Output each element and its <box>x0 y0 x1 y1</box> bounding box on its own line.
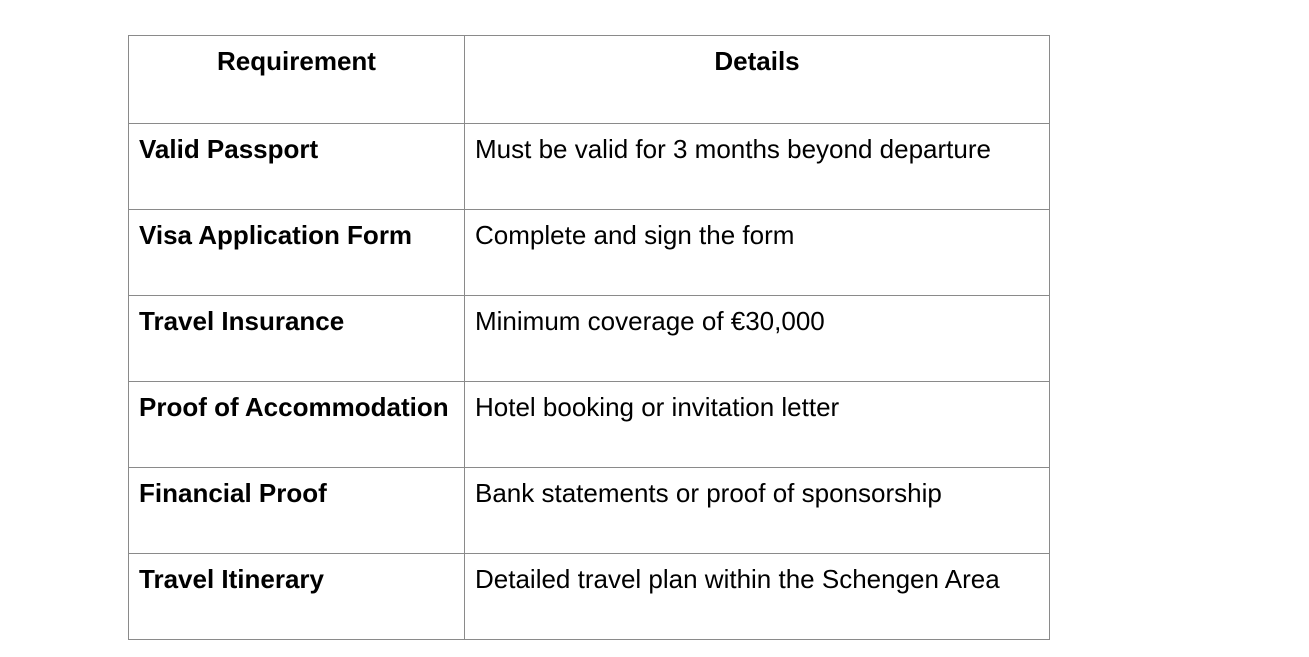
requirement-cell: Travel Itinerary <box>129 554 465 640</box>
details-cell: Bank statements or proof of sponsorship <box>465 468 1050 554</box>
table-body <box>129 124 1050 640</box>
table-row <box>129 554 1050 640</box>
table-row <box>129 210 1050 296</box>
requirements-table <box>128 35 1050 640</box>
details-cell: Complete and sign the form <box>465 210 1050 296</box>
requirement-cell: Travel Insurance <box>129 296 465 382</box>
table-row <box>129 124 1050 210</box>
header-row <box>129 36 1050 124</box>
table-header <box>129 36 1050 124</box>
header-requirement: Requirement <box>129 36 465 124</box>
requirement-cell: Financial Proof <box>129 468 465 554</box>
table-row <box>129 468 1050 554</box>
table-row <box>129 382 1050 468</box>
header-details: Details <box>465 36 1050 124</box>
details-cell: Detailed travel plan within the Schengen Area <box>465 554 1050 640</box>
details-cell: Minimum coverage of €30,000 <box>465 296 1050 382</box>
requirement-cell: Proof of Accommodation <box>129 382 465 468</box>
table-row <box>129 296 1050 382</box>
details-cell: Must be valid for 3 months beyond departure <box>465 124 1050 210</box>
details-cell: Hotel booking or invitation letter <box>465 382 1050 468</box>
requirement-cell: Visa Application Form <box>129 210 465 296</box>
requirement-cell: Valid Passport <box>129 124 465 210</box>
